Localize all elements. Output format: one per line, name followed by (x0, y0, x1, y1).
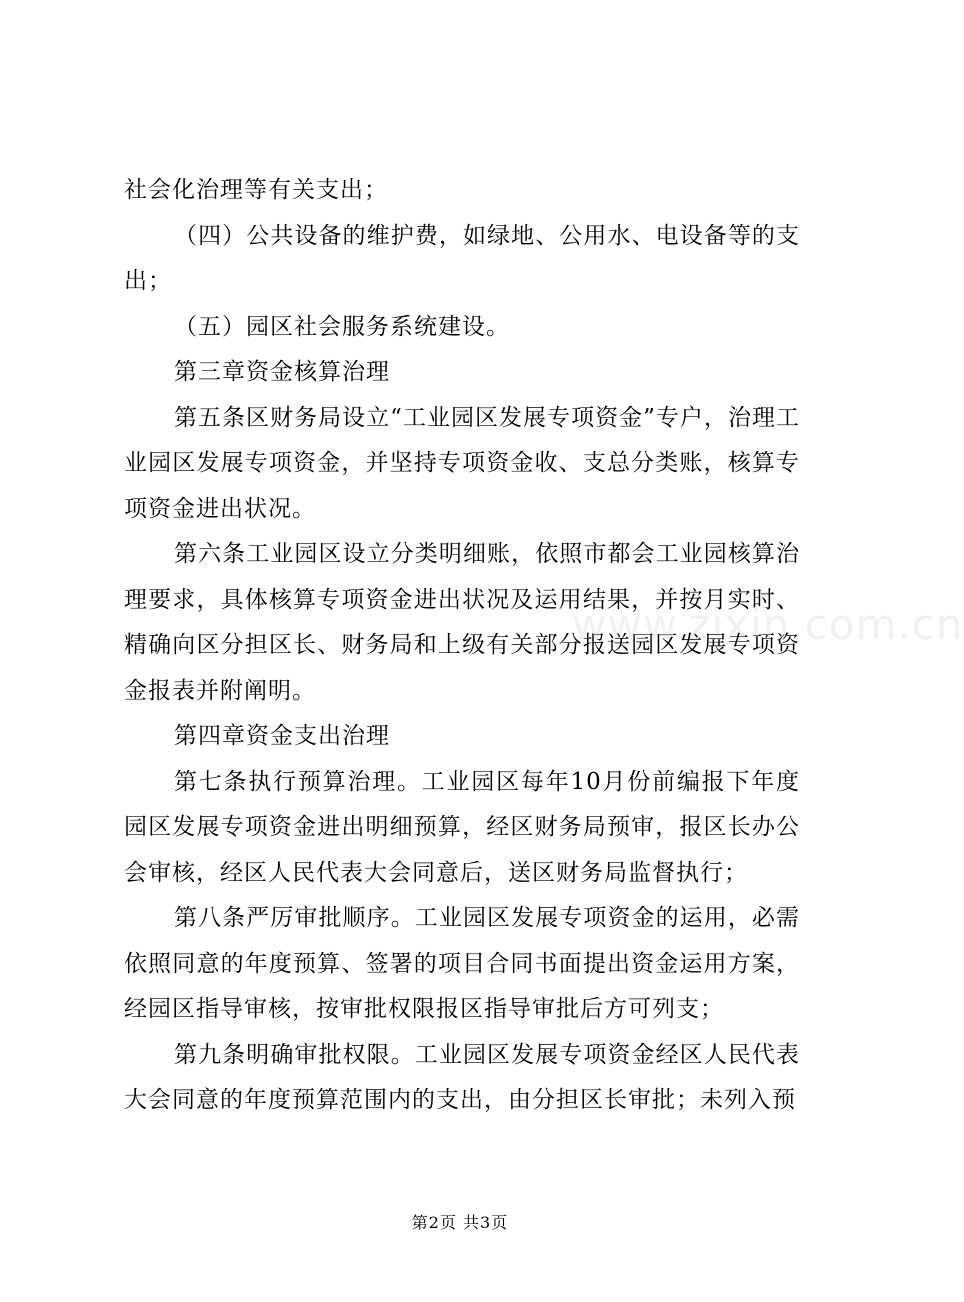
article-8: 第八条严厉审批顺序。工业园区发展专项资金的运用，必需依照同意的年度预算、签署的项目合同书面提出资金运用方案，经园区指导审核，按审批权限报区指导审批后方可列支； (124, 905, 800, 1022)
paragraph-2: （四）公共设备的维护费，如绿地、公用水、电设备等的支出； (124, 222, 800, 294)
paragraph-1: 社会化治理等有关支出； (124, 177, 388, 203)
article-6: 第六条工业园区设立分类明细账，依照市都会工业园核算治理要求，具体核算专项资金进出状况及运用结果，并按月实时、精确向区分担区长、财务局和上级有关部分报送园区发展专项资金报表并附阐明。 (124, 541, 800, 704)
page-footer: 第2页 共3页 (411, 1213, 509, 1232)
article-9: 第九条明确审批权限。工业园区发展专项资金经区人民代表大会同意的年度预算范围内的支出，由分担区长审批；未列入预 (124, 1041, 800, 1113)
watermark: www.zixin.com.cn (572, 600, 964, 649)
article-5: 第五条区财务局设立“工业园区发展专项资金”专户，治理工业园区发展专项资金，并坚持专项资金收、支总分类账，核算专项资金进出状况。 (124, 404, 800, 522)
document-body (124, 168, 800, 1124)
article-7: 第七条执行预算治理。工业园区每年10月份前编报下年度园区发展专项资金进出明细预算，经区财务局预审，报区长办公会审核，经区人民代表大会同意后，送区财务局监督执行； (124, 768, 800, 886)
chapter-heading-3: 第三章资金核算治理 (174, 359, 390, 385)
chapter-heading-4: 第四章资金支出治理 (174, 723, 390, 749)
paragraph-3: （五）园区社会服务系统建设。 (174, 313, 510, 340)
